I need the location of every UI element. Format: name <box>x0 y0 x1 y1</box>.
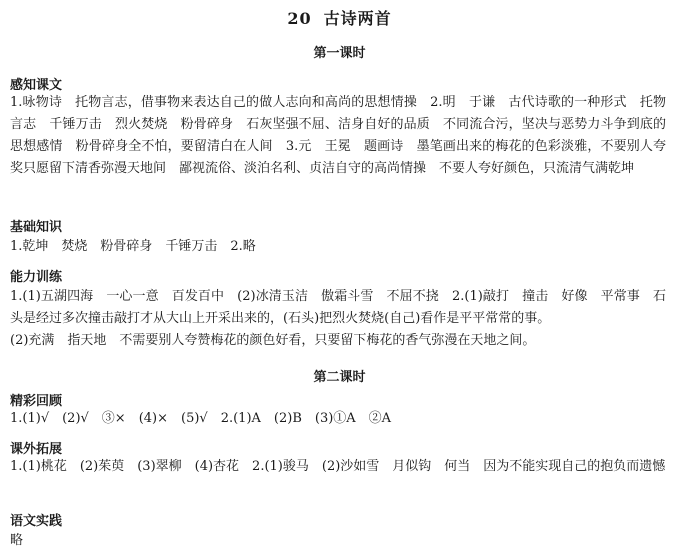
section-jichu-heading: 基础知识 <box>10 220 63 235</box>
section-jichu-text: 1.乾坤 焚烧 粉骨碎身 千锤万击 2.略 <box>10 239 256 254</box>
lesson-number: 20 <box>287 9 312 28</box>
section-jingcai-text: 1.(1)√ (2)√ ③× (4)× (5)√ 2.(1)A (2)B (3)①A ②A <box>10 411 392 426</box>
section-yuwen-heading: 语文实践 <box>10 514 63 529</box>
section-kewai-text: 1.(1)桃花 (2)茱萸 (3)翠柳 (4)杏花 2.(1)骏马 (2)沙如雪 月似钩 何当 因为不能实现自己的抱负而遗憾 <box>10 459 666 474</box>
section-yuwen-text: 略 <box>10 533 24 548</box>
section-ganzhi-text: 1.咏物诗 托物言志，借事物来表达自己的做人志向和高尚的思想情操 2.明 于谦 古代诗歌的一种形式 托物言志 千锤万击 烈火焚烧 粉骨碎身 石灰坚强不屈、洁身自好的品质 不同流合污，坚决与恶势力斗争到底的思想感情 粉骨碎身全不怕，要留清白在人间 3.元 王冕 题画诗 墨笔画出来的梅花的色彩淡雅，不要别人夸奖只愿留下清香弥漫天地间 鄙视流俗、淡泊名利、贞洁自守的高尚情操 不要人夸好颜色，只流清气满乾坤 <box>10 95 666 176</box>
section-nengli-heading: 能力训练 <box>10 270 63 285</box>
section-jingcai-heading: 精彩回顾 <box>10 394 63 409</box>
lesson-2-heading: 第二课时 <box>313 370 366 385</box>
page-title <box>0 6 679 29</box>
section-nengli-text: 1.(1)五湖四海 一心一意 百发百中 (2)冰清玉洁 傲霜斗雪 不屈不挠 2.(1)敲打 撞击 好像 平常事 石头是经过多次撞击敲打才从大山上开采出来的，(石头)把烈火焚烧(自己)看作是平平常常的事。 (2)充满 指天地 不需要别人夸赞梅花的颜色好看，只要留下梅花的香气弥漫在天地之间。 <box>10 289 666 348</box>
lesson-title: 古诗两首 <box>323 9 392 28</box>
section-kewai-heading: 课外拓展 <box>10 442 63 457</box>
section-ganzhi-heading: 感知课文 <box>10 78 63 93</box>
lesson-1-heading: 第一课时 <box>313 46 366 61</box>
